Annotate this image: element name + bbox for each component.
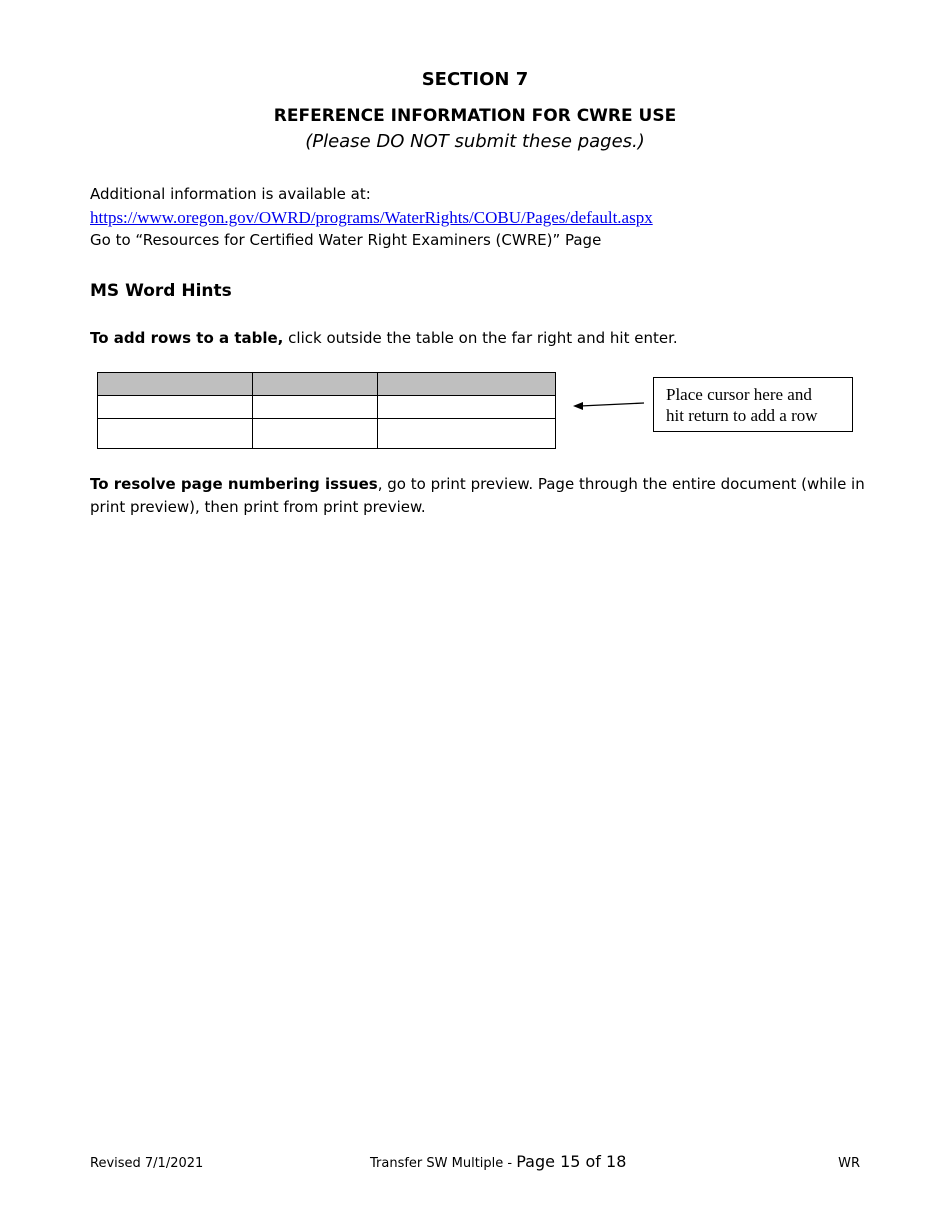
example-table-cell[interactable] [378,396,556,419]
footer-page-number: Page 15 of 18 [516,1152,627,1171]
goto-instruction: Go to “Resources for Certified Water Right Examiners (CWRE)” Page [90,231,602,249]
additional-info-text: Additional information is available at: [90,185,371,203]
example-table-cell[interactable] [98,373,253,396]
example-table-cell[interactable] [378,419,556,449]
add-rows-hint-rest: click outside the table on the far right and hit enter. [283,329,678,347]
example-table [97,372,556,449]
example-table-cell[interactable] [253,419,378,449]
add-rows-hint [90,327,678,350]
footer-form-name: Transfer SW Multiple - [370,1156,517,1171]
callout-line-1: Place cursor here and [666,385,812,404]
example-table-cell[interactable] [253,373,378,396]
ms-word-hints-heading: MS Word Hints [90,281,232,301]
callout-box [653,377,853,432]
reference-subtitle: (Please DO NOT submit these pages.) [305,131,645,152]
example-table-cell[interactable] [253,396,378,419]
section-title: SECTION 7 [421,69,529,90]
footer-page-info [370,1152,626,1174]
example-table-cell[interactable] [98,419,253,449]
pointer-arrow-icon [570,396,646,416]
example-table-row [98,396,556,419]
callout-line-2: hit return to add a row [666,406,818,425]
page-numbering-hint-rest: , go to print preview. Page through the entire document (while in print preview), then print from print preview. [90,475,865,516]
footer-revised-date: Revised 7/1/2021 [90,1156,204,1171]
example-table-cell[interactable] [98,396,253,419]
footer-code: WR [838,1156,860,1171]
page-numbering-hint-bold: To resolve page numbering issues [90,475,378,493]
add-rows-hint-bold: To add rows to a table, [90,329,284,347]
reference-title: REFERENCE INFORMATION FOR CWRE USE [273,106,677,126]
example-table-cell[interactable] [378,373,556,396]
owrd-cobu-link[interactable]: https://www.oregon.gov/OWRD/programs/WaterRights/COBU/Pages/default.aspx [90,208,653,227]
example-table-header-row [98,373,556,396]
page-numbering-hint [90,473,865,519]
example-table-row [98,419,556,449]
